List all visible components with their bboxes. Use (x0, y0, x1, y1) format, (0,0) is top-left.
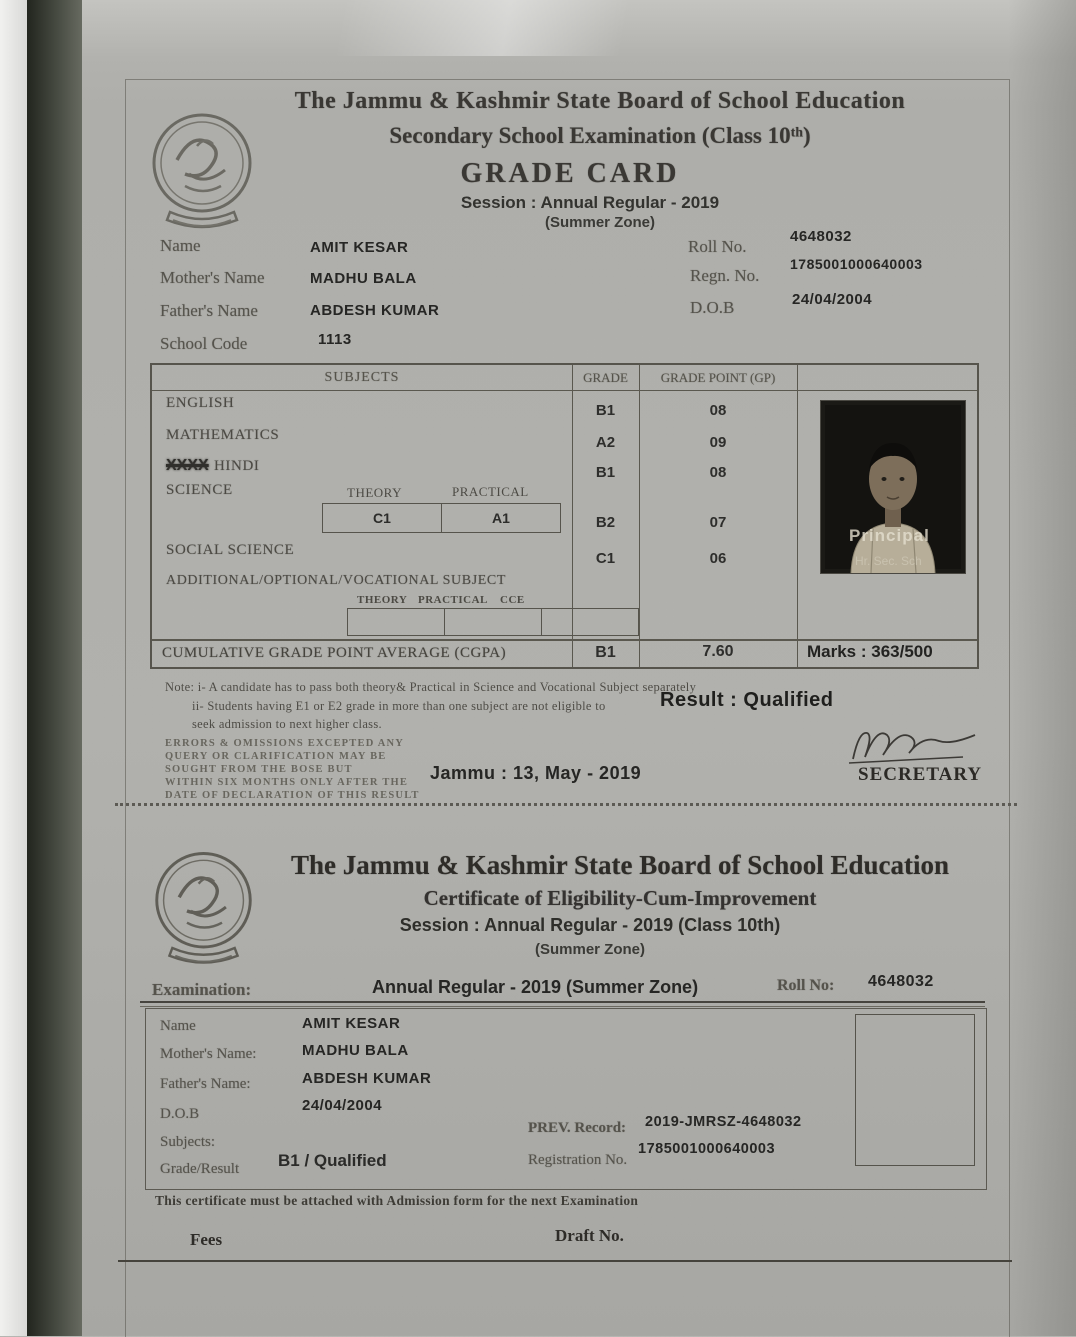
disclaimer-line-1: ERRORS & OMISSIONS EXCEPTED ANY (165, 738, 405, 749)
school-code-value: 1113 (318, 331, 352, 348)
cert-zone-line: (Summer Zone) (534, 941, 645, 958)
grade-science: B2 (595, 514, 616, 531)
session-line: Session : Annual Regular - 2019 (460, 193, 720, 212)
subject-struck-text: XXXX (166, 457, 209, 474)
note-line-2: ii- Students having E1 or E2 grade in more than one subject are not eligible to (192, 699, 606, 713)
disclaimer-line-2: QUERY OR CLARIFICATION MAY BE (165, 751, 387, 762)
cert-mother-value: MADHU BALA (302, 1042, 409, 1059)
grade-english: B1 (595, 402, 616, 419)
cert-roll-value: 4648032 (868, 973, 934, 990)
table-hline (152, 390, 977, 391)
plastic-sheen (300, 0, 730, 56)
cgpa-label: CUMULATIVE GRADE POINT AVERAGE (CGPA) (162, 645, 507, 661)
examination-underline (140, 1001, 985, 1003)
examination-label: Examination: (152, 980, 252, 999)
roll-no-label: Roll No. (688, 237, 747, 256)
perforation-line (115, 803, 1017, 806)
gp-social-science: 06 (709, 550, 727, 567)
science-practical-value: A1 (492, 510, 510, 526)
card-title: GRADE CARD (460, 158, 680, 189)
additional-empty-boxes (347, 608, 639, 636)
subject-additional: ADDITIONAL/OPTIONAL/VOCATIONAL SUBJECT (166, 573, 506, 588)
cert-mother-label: Mother's Name: (160, 1046, 257, 1062)
fees-label: Fees (190, 1230, 223, 1249)
subject-english: ENGLISH (166, 395, 235, 411)
gp-mathematics: 09 (709, 434, 727, 451)
regn-no-value: 1785001000640003 (790, 256, 923, 272)
bottom-rule (118, 1260, 1012, 1262)
subject-mathematics: MATHEMATICS (166, 427, 280, 443)
examination-value: Annual Regular - 2019 (Summer Zone) (372, 977, 699, 997)
mother-name-value: MADHU BALA (310, 270, 417, 287)
additional-theory-label: THEORY (357, 594, 408, 606)
col-header-gp: GRADE POINT (GP) (660, 370, 776, 385)
additional-practical-label: PRACTICAL (418, 594, 488, 606)
science-theory-value: C1 (323, 504, 442, 532)
cert-dob-value: 24/04/2004 (302, 1097, 383, 1114)
student-photo (820, 400, 966, 574)
mother-name-label: Mother's Name (160, 268, 265, 287)
cert-title: Certificate of Eligibility-Cum-Improvement (423, 886, 817, 910)
cert-grade-result-value: B1 / Qualified (278, 1151, 387, 1170)
cert-board-title: The Jammu & Kashmir State Board of School Education (290, 850, 950, 880)
photo-placeholder-box (855, 1014, 975, 1166)
grade-social-science: C1 (595, 550, 616, 567)
examination-underline-2 (140, 1006, 985, 1007)
prev-record-value: 2019-JMRSZ-4648032 (645, 1114, 802, 1130)
disclaimer-line-5: DATE OF DECLARATION OF THIS RESULT (165, 790, 420, 801)
grade-mathematics: A2 (595, 434, 616, 451)
dob-value: 24/04/2004 (792, 291, 873, 308)
draft-no-label: Draft No. (555, 1226, 624, 1245)
attach-note: This certificate must be attached with Admission form for the next Examination (155, 1193, 639, 1208)
note-line-3: seek admission to next higher class. (192, 717, 382, 731)
name-value: AMIT KESAR (310, 239, 409, 256)
cert-father-label: Father's Name: (160, 1076, 251, 1092)
principal-stamp: Principal (849, 526, 930, 545)
page-edge-shadow (27, 0, 82, 1336)
additional-cce-box (542, 609, 638, 635)
zone-line: (Summer Zone) (544, 214, 655, 231)
disclaimer-line-4: WITHIN SIX MONTHS ONLY AFTER THE (165, 777, 409, 788)
regn-no-label: Regn. No. (690, 266, 760, 285)
dob-label: D.O.B (690, 298, 735, 317)
roll-no-value: 4648032 (790, 228, 852, 245)
cgpa-grade: B1 (595, 644, 616, 661)
subject-science: SCIENCE (166, 482, 233, 498)
grade-hindi: B1 (595, 464, 616, 481)
registration-no-value: 1785001000640003 (638, 1141, 776, 1157)
father-name-value: ABDESH KUMAR (310, 302, 440, 319)
subject-hindi: HINDI (214, 458, 260, 474)
cert-name-label: Name (160, 1018, 196, 1034)
page-edge-white (0, 0, 27, 1336)
secretary-label: SECRETARY (858, 764, 983, 785)
marks-value: Marks : 363/500 (807, 642, 933, 661)
col-header-subjects: SUBJECTS (324, 370, 400, 385)
cert-dob-label: D.O.B (160, 1106, 200, 1122)
exam-title: Secondary School Examination (Class 10ᵗʰ) (389, 123, 811, 148)
cert-roll-label: Roll No: (777, 977, 835, 994)
cert-session-line: Session : Annual Regular - 2019 (Class 10th) (399, 915, 781, 935)
gp-science: 07 (709, 514, 727, 531)
prev-record-label: PREV. Record: (528, 1120, 627, 1136)
cgpa-value: 7.60 (702, 643, 734, 660)
place-date: Jammu : 13, May - 2019 (430, 763, 642, 783)
science-practical-label: PRACTICAL (452, 484, 529, 499)
col-header-grade: GRADE (583, 370, 628, 385)
secretary-signature (845, 723, 985, 768)
cert-subjects-label: Subjects: (160, 1134, 215, 1150)
board-title: The Jammu & Kashmir State Board of School Education (294, 88, 906, 114)
school-code-label: School Code (160, 334, 248, 353)
disclaimer-line-3: SOUGHT FROM THE BOSE BUT (165, 764, 353, 775)
grades-table (150, 363, 979, 669)
cert-father-value: ABDESH KUMAR (302, 1070, 432, 1087)
subject-social-science: SOCIAL SCIENCE (166, 542, 295, 558)
gp-english: 08 (709, 402, 727, 419)
note-line-1: Note: i- A candidate has to pass both theory& Practical in Science and Vocational Subject separately (165, 680, 697, 694)
table-hline (152, 639, 977, 641)
table-vline (797, 365, 798, 667)
result-value: Result : Qualified (660, 689, 834, 711)
additional-practical-box (445, 609, 542, 635)
cert-grade-result-label: Grade/Result (160, 1161, 240, 1177)
additional-theory-box (348, 609, 445, 635)
name-label: Name (160, 236, 201, 255)
cert-name-value: AMIT KESAR (302, 1015, 401, 1032)
additional-cce-label: CCE (500, 594, 525, 606)
science-theory-label: THEORY (347, 485, 402, 500)
school-stamp: Hr. Sec. Sch (855, 554, 922, 568)
father-name-label: Father's Name (160, 301, 258, 320)
registration-no-label: Registration No. (528, 1152, 628, 1168)
science-theory-practical-boxes (322, 503, 561, 533)
gp-hindi: 08 (709, 464, 727, 481)
